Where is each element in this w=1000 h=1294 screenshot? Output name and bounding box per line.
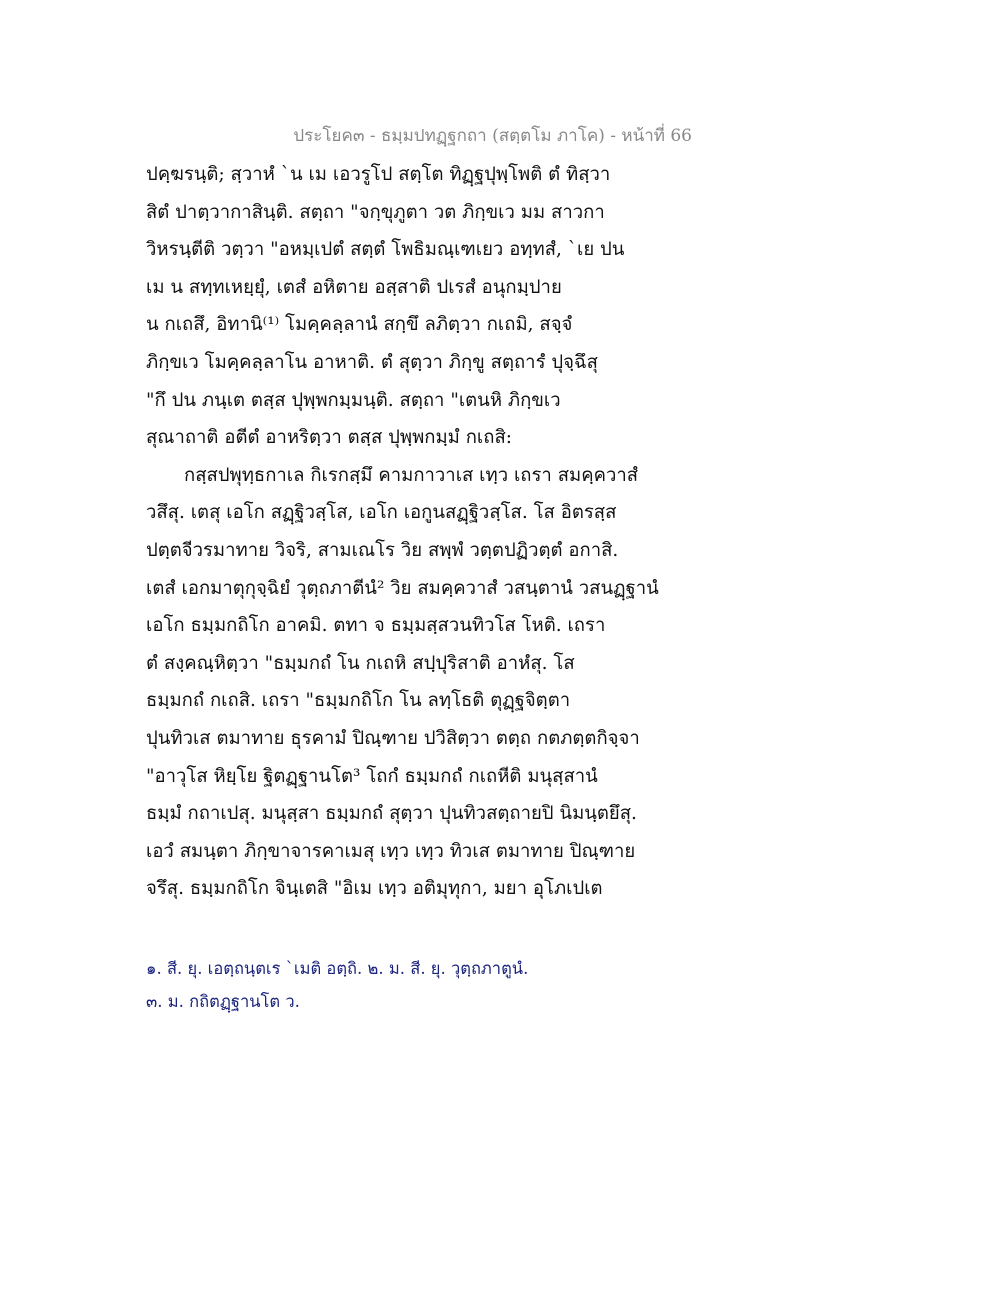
text-line: "อาวุโส หิยฺโย ฐิตฏฺฐานโต³ โถกํ ธมฺมกถํ กเถหีติ มนุสฺสานํ [146, 765, 598, 787]
text-line: ธมฺมํ กถาเปสุ. มนุสฺสา ธมฺมกถํ สุตฺวา ปุนทิวสตฺถายปิ นิมนฺตยึสุ. [146, 803, 637, 825]
text-line: เอโก ธมฺมกถิโก อาคมิ. ตทา จ ธมฺมสฺสวนทิวโส โหติ. เถรา [146, 615, 606, 637]
text-line: ปุนทิวเส ตมาทาย ธุรคามํ ปิณฺฑาย ปวิสิตฺวา ตตฺถ กตภตฺตกิจฺจา [146, 727, 640, 749]
text-line: น กเถสึ, อิทานิ⁽¹⁾ โมคฺคลฺลานํ สกฺขึ ลภิตฺวา กเถมิ, สจฺจํ [146, 314, 573, 336]
footnote: ๓. ม. กถิตฏฺฐานโต ว. [146, 992, 300, 1011]
page-header: ประโยค๓ - ธมฺมปทฏฺฐกถา (สตฺตโม ภาโค) - หน้าที่ 66 [293, 126, 692, 146]
text-line: เตสํ เอกมาตุกุจฺฉิยํ วุตฺถภาตีนํ² วิย สมคฺควาสํ วสนฺตานํ วสนฏฺฐานํ [146, 577, 659, 599]
text-line: ภิกฺขเว โมคฺคลฺลาโน อาหาติ. ตํ สุตฺวา ภิกฺขู สตฺถารํ ปุจฺฉึสุ [146, 351, 598, 373]
text-line: เอวํ สมนฺตา ภิกฺขาจารคาเมสุ เทฺว เทฺว ทิวเส ตมาทาย ปิณฺฑาย [146, 840, 636, 862]
text-line: ปคฺฆรนฺติ; สฺวาหํ `น เม เอวรูโป สตฺโต ทิฏฺฐปุพฺโพติ ตํ ทิสฺวา [146, 164, 611, 185]
text-line: ธมฺมกถํ กเถสิ. เถรา "ธมฺมกถิโก โน ลทฺโธติ ตุฏฺฐจิตฺตา [146, 690, 571, 712]
text-line: เม น สทฺทเหยฺยุํ, เตสํ อหิตาย อสฺสาติ ปเรสํ อนุกมฺปาย [146, 276, 562, 298]
body-text [146, 156, 706, 908]
text-line: สุณาถาติ อตีตํ อาหริตฺวา ตสฺส ปุพฺพกมฺมํ กเถสิ: [146, 427, 512, 449]
footnotes [146, 952, 746, 1018]
paragraph-start-line: กสฺสปพุทฺธกาเล กิเรกสฺมึ คามกาวาเส เทฺว เถรา สมคฺควาสํ [184, 464, 639, 486]
text-line: ตํ สงฺคณฺหิตฺวา "ธมฺมกถํ โน กเถหิ สปฺปุริสาติ อาหํสุ. โส [146, 652, 575, 674]
text-line: จรึสุ. ธมฺมกถิโก จินฺเตสิ "อิเม เทฺว อติมุทุกา, มยา อุโภเปเต [146, 878, 603, 900]
text-line: สิตํ ปาตฺวากาสินฺติ. สตฺถา "จกฺขุภูตา วต ภิกฺขเว มม สาวกา [146, 201, 605, 223]
text-line: ปตฺตจีวรมาทาย วิจริ, สามเณโร วิย สพฺพํ วตฺตปฏิวตฺตํ อกาสิ. [146, 539, 619, 561]
text-line: วิหรนฺตีติ วตฺวา "อหมฺเปตํ สตฺตํ โพธิมณฺเฑเยว อทฺทสํ, `เย ปน [146, 239, 625, 261]
text-line: "กึ ปน ภนฺเต ตสฺส ปุพฺพกมฺมนฺติ. สตฺถา "เตนหิ ภิกฺขเว [146, 389, 561, 411]
footnote: ๑. สี. ยุ. เอตฺถนฺตเร `เมติ อตฺถิ. ๒. ม. สี. ยุ. วุตฺถภาตูนํ. [146, 959, 529, 978]
text-line: วสึสุ. เตสุ เอโก สฏฺฐิวสฺโส, เอโก เอกูนสฏฺฐิวสฺโส. โส อิตรสฺส [146, 502, 617, 524]
